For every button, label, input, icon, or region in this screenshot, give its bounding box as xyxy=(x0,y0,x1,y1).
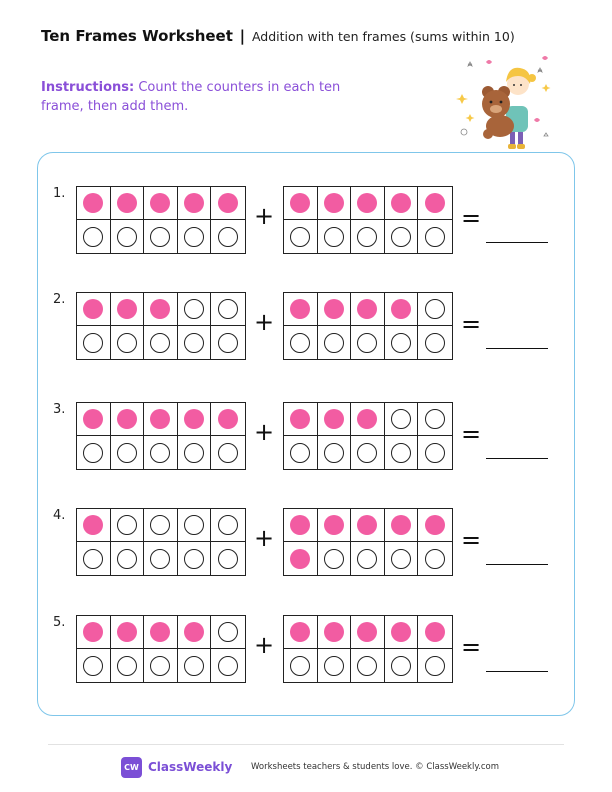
ten-frame-cell xyxy=(318,187,352,220)
empty-counter-icon xyxy=(324,656,344,676)
filled-counter-icon xyxy=(83,193,103,213)
filled-counter-icon xyxy=(324,193,344,213)
ten-frame-cell xyxy=(211,403,245,436)
ten-frame-cell xyxy=(178,509,212,542)
ten-frame-cell xyxy=(284,220,318,253)
filled-counter-icon xyxy=(150,622,170,642)
equals-sign: = xyxy=(461,310,482,338)
answer-blank[interactable] xyxy=(486,564,548,565)
empty-counter-icon xyxy=(391,333,411,353)
empty-counter-icon xyxy=(425,227,445,247)
empty-counter-icon xyxy=(218,333,238,353)
equals-sign: = xyxy=(461,204,482,232)
ten-frame-cell xyxy=(111,326,145,359)
ten-frame-cell xyxy=(144,187,178,220)
filled-counter-icon xyxy=(324,299,344,319)
ten-frame-cell xyxy=(418,509,452,542)
ten-frame-cell xyxy=(144,509,178,542)
ten-frame-cell xyxy=(211,187,245,220)
ten-frame-cell xyxy=(351,649,385,682)
ten-frame-cell xyxy=(178,616,212,649)
ten-frame-cell xyxy=(77,616,111,649)
empty-counter-icon xyxy=(117,227,137,247)
empty-counter-icon xyxy=(184,656,204,676)
empty-counter-icon xyxy=(290,333,310,353)
empty-counter-icon xyxy=(184,443,204,463)
ten-frame-cell xyxy=(385,616,419,649)
filled-counter-icon xyxy=(290,409,310,429)
girl-with-teddy-bear-illustration xyxy=(456,54,556,154)
empty-counter-icon xyxy=(290,656,310,676)
ten-frame-cell xyxy=(284,649,318,682)
filled-counter-icon xyxy=(391,515,411,535)
empty-counter-icon xyxy=(184,333,204,353)
ten-frame-cell xyxy=(211,649,245,682)
empty-counter-icon xyxy=(184,549,204,569)
ten-frame-cell xyxy=(144,649,178,682)
problem-number: 4. xyxy=(53,508,66,523)
ten-frame-cell xyxy=(178,403,212,436)
filled-counter-icon xyxy=(83,622,103,642)
plus-sign: + xyxy=(254,631,275,659)
ten-frame-cell xyxy=(211,616,245,649)
ten-frame-cell xyxy=(385,436,419,469)
ten-frame-cell xyxy=(385,326,419,359)
empty-counter-icon xyxy=(150,515,170,535)
ten-frame-cell xyxy=(178,293,212,326)
ten-frame-right xyxy=(283,402,453,470)
filled-counter-icon xyxy=(218,409,238,429)
filled-counter-icon xyxy=(391,299,411,319)
ten-frame-cell xyxy=(351,403,385,436)
ten-frame-cell xyxy=(284,293,318,326)
ten-frame-cell xyxy=(284,403,318,436)
ten-frame-cell xyxy=(111,509,145,542)
ten-frame-cell xyxy=(418,542,452,575)
empty-counter-icon xyxy=(324,227,344,247)
filled-counter-icon xyxy=(290,515,310,535)
empty-counter-icon xyxy=(218,549,238,569)
ten-frame-cell xyxy=(284,616,318,649)
empty-counter-icon xyxy=(184,515,204,535)
ten-frame-cell xyxy=(318,293,352,326)
filled-counter-icon xyxy=(324,409,344,429)
ten-frame-cell xyxy=(385,293,419,326)
empty-counter-icon xyxy=(425,333,445,353)
ten-frame-cell xyxy=(211,542,245,575)
instructions-label: Instructions: xyxy=(41,80,135,95)
ten-frame-cell xyxy=(418,403,452,436)
empty-counter-icon xyxy=(150,443,170,463)
ten-frame-cell xyxy=(351,542,385,575)
ten-frame-cell xyxy=(111,436,145,469)
filled-counter-icon xyxy=(290,622,310,642)
footer-divider xyxy=(48,744,564,745)
problem-row xyxy=(0,186,612,278)
classweekly-logo-icon: CW xyxy=(121,757,142,778)
empty-counter-icon xyxy=(83,656,103,676)
ten-frame-cell xyxy=(211,436,245,469)
ten-frame-cell xyxy=(77,187,111,220)
empty-counter-icon xyxy=(391,549,411,569)
ten-frame-cell xyxy=(111,187,145,220)
empty-counter-icon xyxy=(117,549,137,569)
empty-counter-icon xyxy=(117,443,137,463)
footer-tagline: Worksheets teachers & students love. © ClassWeekly.com xyxy=(251,762,500,772)
ten-frame-cell xyxy=(351,220,385,253)
plus-sign: + xyxy=(254,524,275,552)
ten-frame-cell xyxy=(144,326,178,359)
instructions xyxy=(41,78,381,116)
filled-counter-icon xyxy=(83,515,103,535)
empty-counter-icon xyxy=(117,656,137,676)
empty-counter-icon xyxy=(218,622,238,642)
problem-number: 2. xyxy=(53,292,66,307)
filled-counter-icon xyxy=(425,622,445,642)
filled-counter-icon xyxy=(150,193,170,213)
filled-counter-icon xyxy=(117,622,137,642)
equals-sign: = xyxy=(461,526,482,554)
ten-frame-cell xyxy=(385,509,419,542)
problem-number: 3. xyxy=(53,402,66,417)
filled-counter-icon xyxy=(324,622,344,642)
filled-counter-icon xyxy=(425,193,445,213)
answer-blank[interactable] xyxy=(486,242,548,243)
ten-frame-cell xyxy=(178,220,212,253)
empty-counter-icon xyxy=(150,333,170,353)
problem-row xyxy=(0,292,612,384)
filled-counter-icon xyxy=(357,409,377,429)
empty-counter-icon xyxy=(218,656,238,676)
filled-counter-icon xyxy=(357,622,377,642)
filled-counter-icon xyxy=(290,549,310,569)
ten-frame-cell xyxy=(418,436,452,469)
ten-frame-right xyxy=(283,292,453,360)
ten-frame-cell xyxy=(144,436,178,469)
ten-frame-cell xyxy=(351,326,385,359)
ten-frame-cell xyxy=(284,542,318,575)
empty-counter-icon xyxy=(218,299,238,319)
empty-counter-icon xyxy=(425,656,445,676)
ten-frame-cell xyxy=(77,326,111,359)
footer-brand: ClassWeekly xyxy=(148,760,233,774)
empty-counter-icon xyxy=(425,409,445,429)
ten-frame-cell xyxy=(111,293,145,326)
plus-sign: + xyxy=(254,202,275,230)
empty-counter-icon xyxy=(218,227,238,247)
ten-frame-cell xyxy=(211,293,245,326)
empty-counter-icon xyxy=(83,549,103,569)
filled-counter-icon xyxy=(357,193,377,213)
instructions-text: Count the counters in each ten frame, then add them. xyxy=(41,80,341,114)
empty-counter-icon xyxy=(290,227,310,247)
filled-counter-icon xyxy=(324,515,344,535)
ten-frame-cell xyxy=(284,509,318,542)
ten-frame-cell xyxy=(178,326,212,359)
ten-frame-cell xyxy=(77,403,111,436)
ten-frame-cell xyxy=(77,649,111,682)
filled-counter-icon xyxy=(117,409,137,429)
ten-frame-cell xyxy=(77,220,111,253)
filled-counter-icon xyxy=(117,299,137,319)
ten-frame-cell xyxy=(111,616,145,649)
ten-frame-cell xyxy=(144,542,178,575)
answer-blank[interactable] xyxy=(486,348,548,349)
filled-counter-icon xyxy=(391,193,411,213)
filled-counter-icon xyxy=(425,515,445,535)
equals-sign: = xyxy=(461,633,482,661)
ten-frame-cell xyxy=(351,616,385,649)
filled-counter-icon xyxy=(117,193,137,213)
ten-frame-cell xyxy=(318,326,352,359)
ten-frame-right xyxy=(283,615,453,683)
ten-frame-cell xyxy=(318,509,352,542)
ten-frame-cell xyxy=(178,542,212,575)
ten-frame-cell xyxy=(284,436,318,469)
empty-counter-icon xyxy=(425,549,445,569)
title-separator: | xyxy=(239,27,246,45)
ten-frame-cell xyxy=(351,293,385,326)
filled-counter-icon xyxy=(83,409,103,429)
empty-counter-icon xyxy=(290,443,310,463)
empty-counter-icon xyxy=(83,443,103,463)
ten-frame-cell xyxy=(211,326,245,359)
filled-counter-icon xyxy=(357,299,377,319)
empty-counter-icon xyxy=(184,299,204,319)
ten-frame-cell xyxy=(77,542,111,575)
ten-frame-cell xyxy=(418,649,452,682)
filled-counter-icon xyxy=(150,409,170,429)
empty-counter-icon xyxy=(184,227,204,247)
filled-counter-icon xyxy=(290,193,310,213)
answer-blank[interactable] xyxy=(486,671,548,672)
problem-row xyxy=(0,615,612,707)
equals-sign: = xyxy=(461,420,482,448)
ten-frame-cell xyxy=(318,403,352,436)
empty-counter-icon xyxy=(324,333,344,353)
empty-counter-icon xyxy=(357,227,377,247)
problem-number: 1. xyxy=(53,186,66,201)
problem-row xyxy=(0,402,612,494)
ten-frame-cell xyxy=(211,509,245,542)
ten-frame-cell xyxy=(418,616,452,649)
ten-frame-cell xyxy=(144,293,178,326)
ten-frame-cell xyxy=(284,326,318,359)
empty-counter-icon xyxy=(218,515,238,535)
ten-frame-left xyxy=(76,508,246,576)
ten-frame-left xyxy=(76,402,246,470)
ten-frame-cell xyxy=(144,220,178,253)
title-main: Ten Frames Worksheet xyxy=(41,27,233,45)
ten-frame-cell xyxy=(178,436,212,469)
empty-counter-icon xyxy=(324,549,344,569)
ten-frame-cell xyxy=(111,220,145,253)
empty-counter-icon xyxy=(218,443,238,463)
filled-counter-icon xyxy=(150,299,170,319)
empty-counter-icon xyxy=(324,443,344,463)
problem-number: 5. xyxy=(53,615,66,630)
ten-frame-cell xyxy=(351,509,385,542)
empty-counter-icon xyxy=(83,333,103,353)
ten-frame-cell xyxy=(144,616,178,649)
ten-frame-left xyxy=(76,186,246,254)
worksheet-title xyxy=(41,27,515,45)
ten-frame-cell xyxy=(111,542,145,575)
title-subtitle: Addition with ten frames (sums within 10) xyxy=(251,29,515,44)
ten-frame-cell xyxy=(77,509,111,542)
empty-counter-icon xyxy=(150,549,170,569)
ten-frame-cell xyxy=(178,187,212,220)
empty-counter-icon xyxy=(117,515,137,535)
empty-counter-icon xyxy=(150,227,170,247)
ten-frame-left xyxy=(76,615,246,683)
empty-counter-icon xyxy=(425,299,445,319)
ten-frame-left xyxy=(76,292,246,360)
ten-frame-cell xyxy=(318,436,352,469)
ten-frame-cell xyxy=(385,403,419,436)
filled-counter-icon xyxy=(357,515,377,535)
empty-counter-icon xyxy=(391,227,411,247)
ten-frame-cell xyxy=(111,649,145,682)
empty-counter-icon xyxy=(117,333,137,353)
empty-counter-icon xyxy=(391,656,411,676)
ten-frame-right xyxy=(283,186,453,254)
empty-counter-icon xyxy=(83,227,103,247)
ten-frame-cell xyxy=(385,220,419,253)
ten-frame-cell xyxy=(318,542,352,575)
filled-counter-icon xyxy=(218,193,238,213)
ten-frame-cell xyxy=(385,649,419,682)
ten-frame-cell xyxy=(211,220,245,253)
empty-counter-icon xyxy=(357,443,377,463)
empty-counter-icon xyxy=(357,656,377,676)
filled-counter-icon xyxy=(184,193,204,213)
ten-frame-cell xyxy=(385,187,419,220)
ten-frame-cell xyxy=(111,403,145,436)
empty-counter-icon xyxy=(391,409,411,429)
ten-frame-cell xyxy=(318,220,352,253)
ten-frame-cell xyxy=(318,649,352,682)
filled-counter-icon xyxy=(83,299,103,319)
ten-frame-cell xyxy=(351,187,385,220)
ten-frame-cell xyxy=(418,293,452,326)
ten-frame-cell xyxy=(418,326,452,359)
empty-counter-icon xyxy=(357,333,377,353)
answer-blank[interactable] xyxy=(486,458,548,459)
filled-counter-icon xyxy=(184,622,204,642)
ten-frame-cell xyxy=(418,187,452,220)
ten-frame-cell xyxy=(351,436,385,469)
ten-frame-cell xyxy=(284,187,318,220)
problem-row xyxy=(0,508,612,600)
ten-frame-right xyxy=(283,508,453,576)
empty-counter-icon xyxy=(391,443,411,463)
empty-counter-icon xyxy=(150,656,170,676)
filled-counter-icon xyxy=(184,409,204,429)
ten-frame-cell xyxy=(418,220,452,253)
ten-frame-cell xyxy=(144,403,178,436)
filled-counter-icon xyxy=(391,622,411,642)
ten-frame-cell xyxy=(178,649,212,682)
filled-counter-icon xyxy=(290,299,310,319)
empty-counter-icon xyxy=(425,443,445,463)
ten-frame-cell xyxy=(385,542,419,575)
plus-sign: + xyxy=(254,418,275,446)
ten-frame-cell xyxy=(77,293,111,326)
plus-sign: + xyxy=(254,308,275,336)
empty-counter-icon xyxy=(357,549,377,569)
ten-frame-cell xyxy=(77,436,111,469)
ten-frame-cell xyxy=(318,616,352,649)
